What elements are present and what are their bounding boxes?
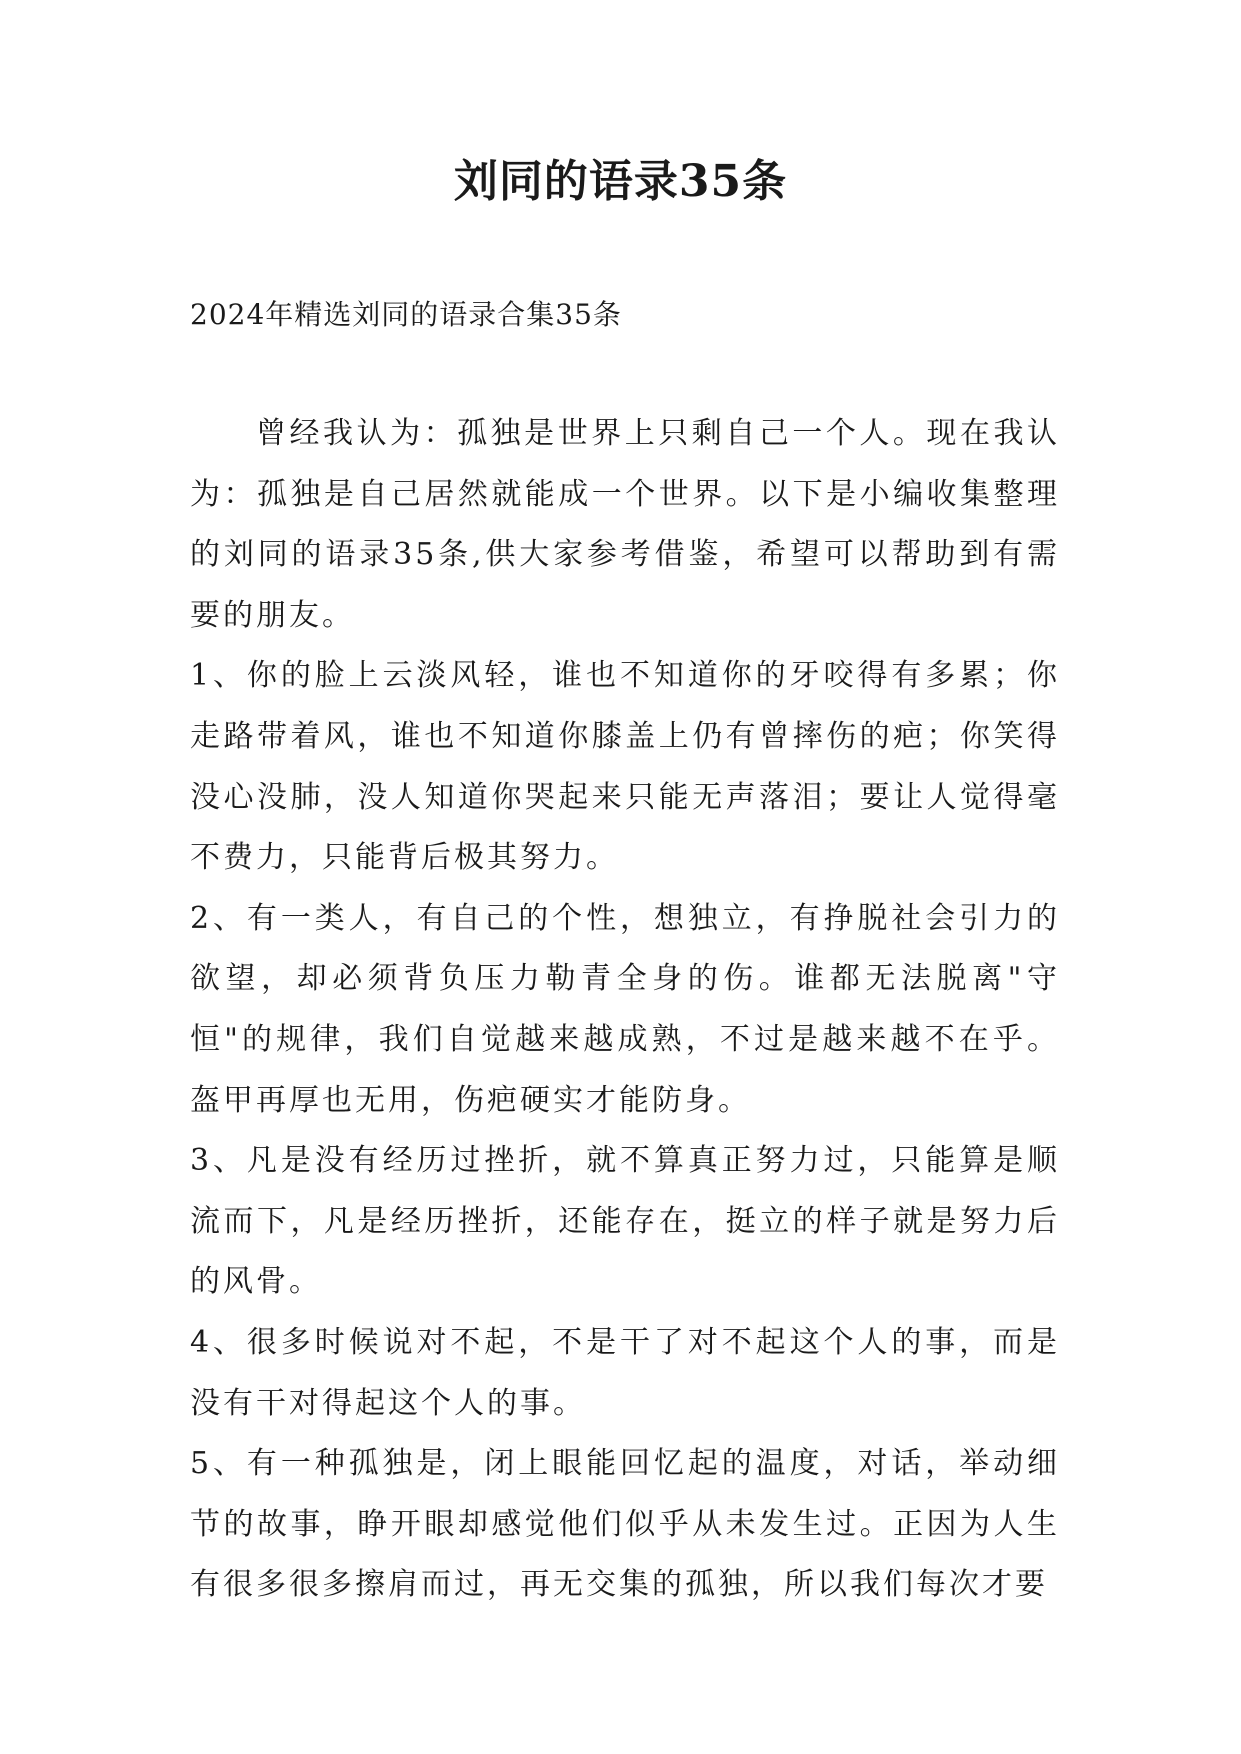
document-subtitle: 2024年精选刘同的语录合集35条 <box>190 298 622 331</box>
intro-paragraph: 曾经我认为：孤独是世界上只剩自己一个人。现在我认为：孤独是自己居然就能成一个世界。以下是小编收集整理的刘同的语录35条,供大家参考借鉴，希望可以帮助到有需要的朋友。 <box>190 416 1060 633</box>
quote-item-4: 4、很多时候说对不起，不是干了对不起这个人的事，而是没有干对得起这个人的事。 <box>190 1324 1060 1421</box>
quote-item-5: 5、有一种孤独是，闭上眼能回忆起的温度，对话，举动细节的故事，睁开眼却感觉他们似乎从未发生过。正因为人生有很多很多擦肩而过，再无交集的孤独，所以我们每次才要 <box>190 1446 1060 1603</box>
quote-item-1: 1、你的脸上云淡风轻，谁也不知道你的牙咬得有多累；你走路带着风，谁也不知道你膝盖上仍有曾摔伤的疤；你笑得没心没肺，没人知道你哭起来只能无声落泪；要让人觉得毫不费力，只能背后极其努力。 <box>190 658 1060 876</box>
document-body <box>190 404 1060 1616</box>
document-title: 刘同的语录35条 <box>453 156 788 207</box>
quote-item-2: 2、有一类人，有自己的个性，想独立，有挣脱社会引力的欲望，却必须背负压力勒青全身的伤。谁都无法脱离"守恒"的规律，我们自觉越来越成熟，不过是越来越不在乎。盔甲再厚也无用，伤疤硬实才能防身。 <box>190 900 1060 1118</box>
quote-item-3: 3、凡是没有经历过挫折，就不算真正努力过，只能算是顺流而下，凡是经历挫折，还能存在，挺立的样子就是努力后的风骨。 <box>190 1143 1060 1300</box>
